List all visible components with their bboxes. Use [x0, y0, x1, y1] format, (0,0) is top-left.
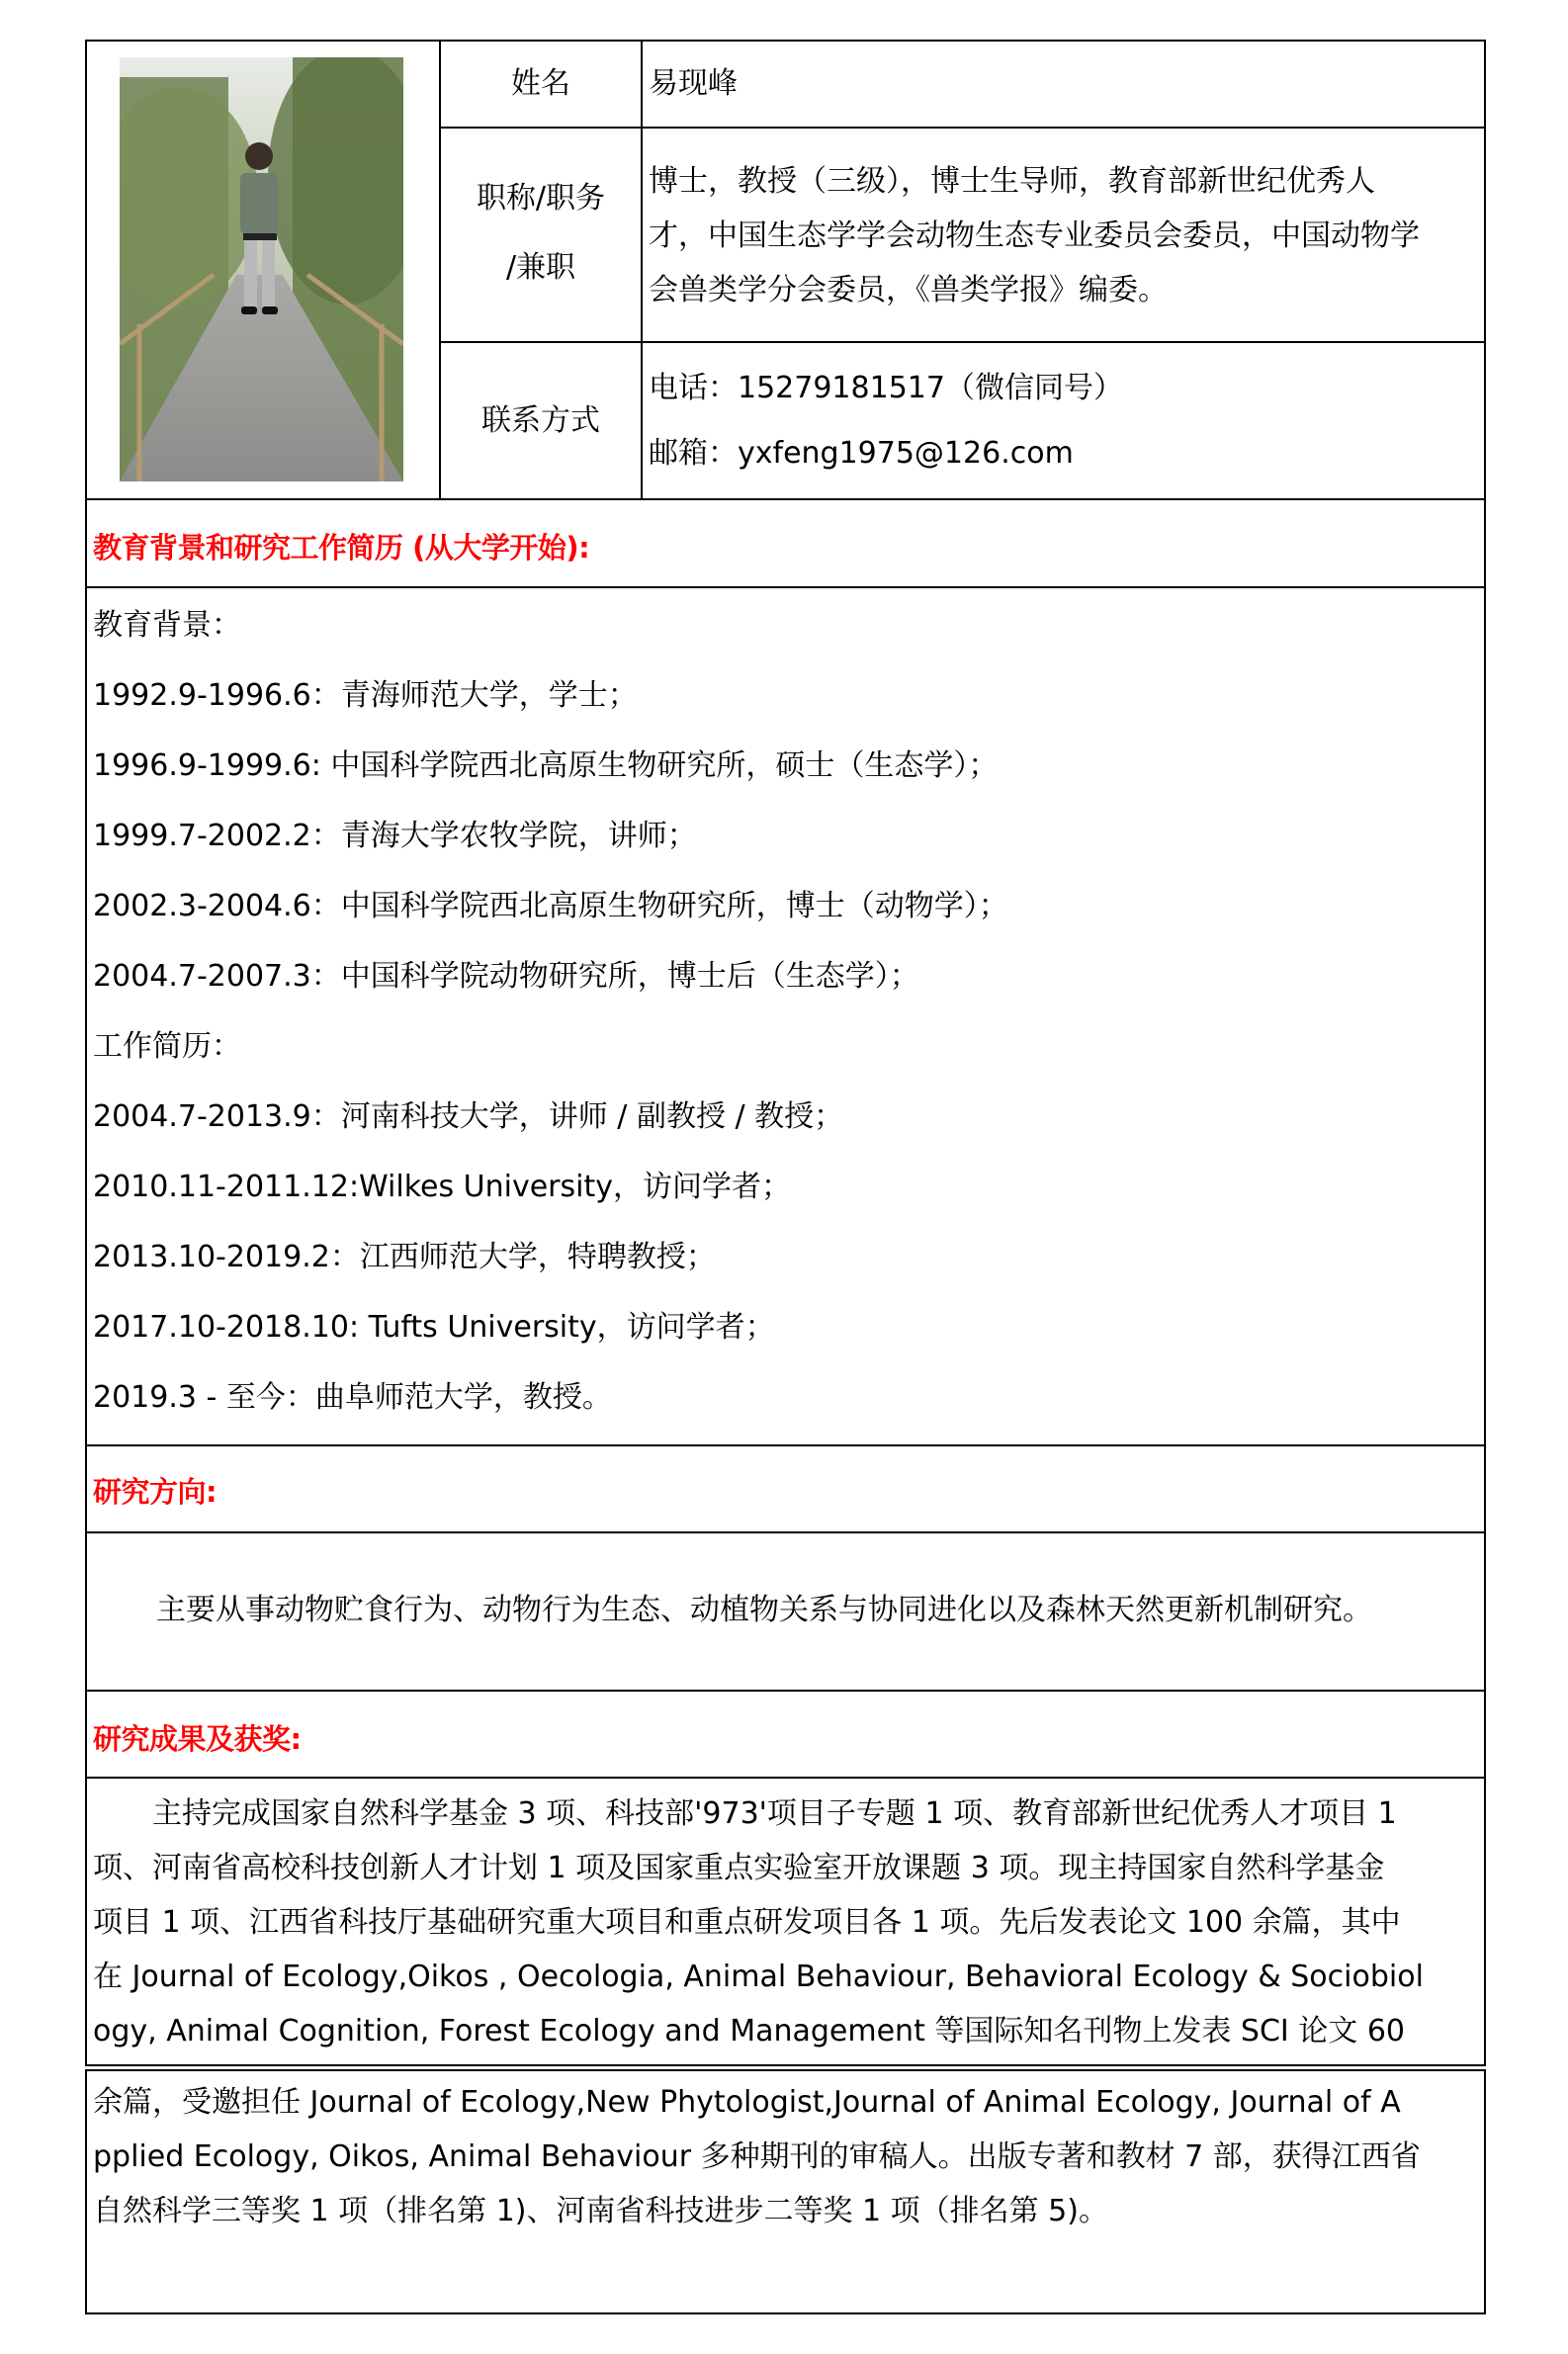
list-item: 2019.3 - 至今：曲阜师范大学，教授。 [93, 1380, 612, 1415]
achievements-text-page2 [87, 2071, 1484, 2238]
research-body-cell [85, 1531, 1486, 1692]
title-value-cell [641, 127, 1486, 343]
achievements-body-cell-page1 [85, 1777, 1486, 2066]
achievements-section-title: 研究成果及获奖: [93, 1722, 302, 1756]
list-item: 2017.10-2018.10: Tufts University，访问学者； [93, 1310, 775, 1345]
list-item: 教育背景： [93, 608, 241, 643]
research-section-title: 研究方向: [93, 1475, 218, 1509]
portrait-photo [120, 57, 403, 481]
achievements-text-page1 [87, 1779, 1484, 2058]
achievements-body-cell-page2 [85, 2069, 1486, 2314]
title-value-line: 会兽类学分会委员，《兽类学报》编委。 [649, 273, 1168, 307]
list-item: 2013.10-2019.2：江西师范大学，特聘教授； [93, 1240, 716, 1274]
paragraph-line: 项、河南省高校科技创新人才计划 1 项及国家重点实验室开放课题 3 项。现主持国家自然科学基金 [93, 1851, 1385, 1885]
paragraph-line: pplied Ecology, Oikos, Animal Behaviour 多种期刊的审稿人。出版专著和教材 7 部，获得江西省 [93, 2139, 1421, 2174]
title-value-line: 博士，教授（三级），博士生导师，教育部新世纪优秀人 [649, 164, 1375, 199]
education-list [87, 588, 1484, 1433]
list-item: 1999.7-2002.2：青海大学农牧学院，讲师； [93, 819, 697, 853]
name-label-cell [439, 40, 643, 129]
email-value: 邮箱：yxfeng1975@126.com [649, 436, 1074, 471]
title-label-line1: 职称/职务 [476, 181, 606, 216]
name-value: 易现峰 [649, 66, 738, 101]
paragraph-line: 主持完成国家自然科学基金 3 项、科技部'973'项目子专题 1 项、教育部新世纪优秀人才项目 1 [93, 1796, 1397, 1831]
education-body-cell [85, 586, 1486, 1446]
education-header-cell [85, 498, 1486, 588]
list-item: 2004.7-2007.3：中国科学院动物研究所，博士后（生态学）； [93, 959, 919, 994]
contact-label: 联系方式 [481, 403, 600, 438]
title-label-cell [439, 127, 643, 343]
achievements-header-cell [85, 1690, 1486, 1779]
list-item: 2010.11-2011.12:Wilkes University，访问学者； [93, 1170, 791, 1204]
paragraph-line: 在 Journal of Ecology,Oikos , Oecologia, Animal Behaviour, Behavioral Ecology & Sociobiol [93, 1960, 1424, 1994]
contact-value-cell [641, 341, 1486, 500]
paragraph-line: 项目 1 项、江西省科技厅基础研究重大项目和重点研发项目各 1 项。先后发表论文 100 余篇，其中 [93, 1905, 1401, 1940]
name-value-cell [641, 40, 1486, 129]
research-text: 主要从事动物贮食行为、动物行为生态、动植物关系与协同进化以及森林天然更新机制研究。 [156, 1593, 1372, 1627]
list-item: 工作简历： [93, 1029, 241, 1064]
list-item: 2004.7-2013.9：河南科技大学，讲师 / 副教授 / 教授； [93, 1099, 844, 1134]
name-label: 姓名 [511, 66, 570, 101]
paragraph-line: ogy, Animal Cognition, Forest Ecology and Management 等国际知名刊物上发表 SCI 论文 60 [93, 2014, 1405, 2049]
title-value [643, 129, 1484, 317]
paragraph-line: 自然科学三等奖 1 项（排名第 1)、河南省科技进步二等奖 1 项（排名第 5)。 [93, 2194, 1108, 2228]
contact-label-cell [439, 341, 643, 500]
title-label-line2: /兼职 [505, 250, 576, 285]
paragraph-line: 余篇，受邀担任 Journal of Ecology,New Phytologist,Journal of Animal Ecology, Journal of A [93, 2085, 1401, 2120]
list-item: 2002.3-2004.6：中国科学院西北高原生物研究所，博士（动物学）； [93, 889, 1008, 923]
education-section-title: 教育背景和研究工作简历 (从大学开始): [93, 531, 590, 565]
title-value-line: 才，中国生态学学会动物生态专业委员会委员，中国动物学 [649, 218, 1420, 253]
research-header-cell [85, 1444, 1486, 1533]
list-item: 1996.9-1999.6: 中国科学院西北高原生物研究所，硕士（生态学）； [93, 748, 999, 783]
list-item: 1992.9-1996.6：青海师范大学，学士； [93, 678, 638, 713]
phone-value: 电话：15279181517（微信同号） [649, 371, 1123, 405]
